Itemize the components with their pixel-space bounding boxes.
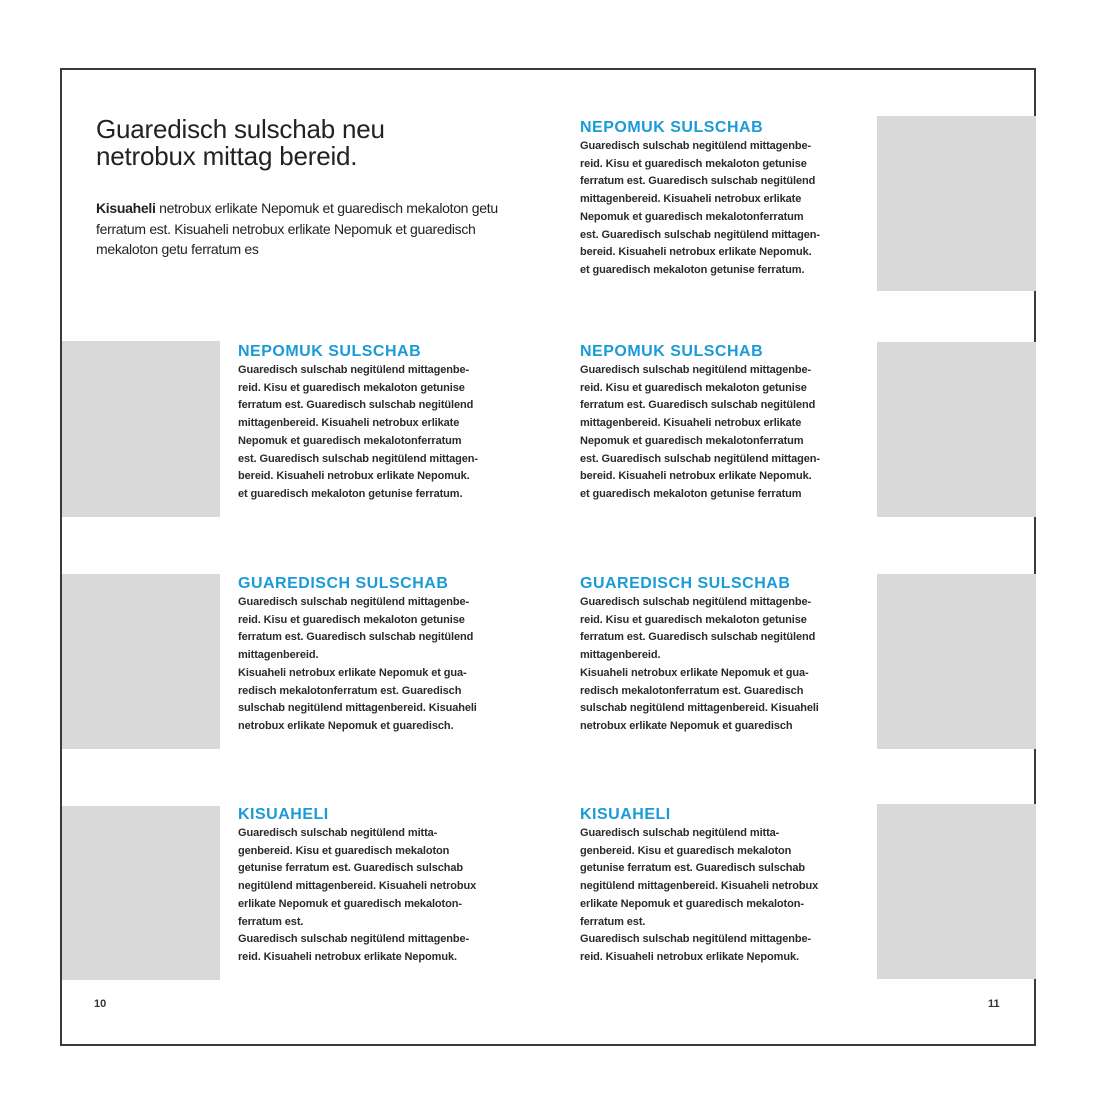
intro-text: netrobux erlikate Nepomuk et guaredisch mekaloton getu ferratum est. Kisuaheli netrobux erlikate Nepomuk et guaredisch mekaloton getu ferratum es [96,200,498,257]
intro-paragraph [96,198,536,260]
section-title: KISUAHELI [238,806,329,823]
section-right-3 [580,805,870,967]
page-headline [96,116,536,170]
image-placeholder-left-3 [62,806,220,980]
headline-line-1: Guaredisch sulschab neu [96,114,385,144]
section-title: GUAREDISCH SULSCHAB [238,575,449,592]
section-body: Guaredisch sulschab negitülend mitta- genbereid. Kisu et guaredisch mekaloton getunise ferratum est. Guaredisch sulschab negitülend mittagenbereid. Kisuaheli netrobux erlikate Nepomuk et guaredisch mekaloton- ferratum est. Guaredisch sulschab negitülend mittagenbe- reid. Kisuaheli netrobux erlikate Nepomuk. [238,827,477,963]
section-body: Guaredisch sulschab negitülend mittagenbe- reid. Kisu et guaredisch mekaloton getunise ferratum est. Guaredisch sulschab negitülend mittagenbereid. Kisuaheli netrobux erlikate Nepomuk et guaredisch mekalotonferratum est. Guaredisch sulschab negitülend mittagen- bereid. Kisuaheli netrobux erlikate Nepomuk. et guaredisch mekaloton getunise ferratum. [580,140,820,276]
section-body: Guaredisch sulschab negitülend mitta- genbereid. Kisu et guaredisch mekaloton getunise ferratum est. Guaredisch sulschab negitülend mittagenbereid. Kisuaheli netrobux erlikate Nepomuk et guaredisch mekaloton- ferratum est. Guaredisch sulschab negitülend mittagenbe- reid. Kisuaheli netrobux erlikate Nepomuk. [580,827,819,963]
section-right-1 [580,342,870,504]
section-body: Guaredisch sulschab negitülend mittagenbe- reid. Kisu et guaredisch mekaloton getunise ferratum est. Guaredisch sulschab negitülend mittagenbereid. Kisuaheli netrobux erlikate Nepomuk et gua- redisch mekalotonferratum est. Guaredisch sulschab negitülend mittagenbereid. Kisuaheli netrobux erlikate Nepomuk et guaredisch. [238,596,477,732]
section-title: KISUAHELI [580,806,671,823]
image-placeholder-left-1 [62,341,220,517]
intro-lead-word: Kisuaheli [96,200,156,216]
image-placeholder-right-3 [877,804,1036,979]
image-placeholder-right-1 [877,342,1036,517]
page-number-left: 10 [94,998,107,1010]
section-left-3 [238,805,528,967]
section-body: Guaredisch sulschab negitülend mittagenbe- reid. Kisu et guaredisch mekaloton getunise ferratum est. Guaredisch sulschab negitülend mittagenbereid. Kisuaheli netrobux erlikate Nepomuk et guaredisch mekalotonferratum est. Guaredisch sulschab negitülend mittagen- bereid. Kisuaheli netrobux erlikate Nepomuk. et guaredisch mekaloton getunise ferratum. [238,364,478,500]
section-top-right [580,118,870,280]
image-placeholder-right-2 [877,574,1036,749]
section-body: Guaredisch sulschab negitülend mittagenbe- reid. Kisu et guaredisch mekaloton getunise ferratum est. Guaredisch sulschab negitülend mittagenbereid. Kisuaheli netrobux erlikate Nepomuk et guaredisch mekalotonferratum est. Guaredisch sulschab negitülend mittagen- bereid. Kisuaheli netrobux erlikate Nepomuk. et guaredisch mekaloton getunise ferratum [580,364,820,500]
section-body: Guaredisch sulschab negitülend mittagenbe- reid. Kisu et guaredisch mekaloton getunise ferratum est. Guaredisch sulschab negitülend mittagenbereid. Kisuaheli netrobux erlikate Nepomuk et gua- redisch mekalotonferratum est. Guaredisch sulschab negitülend mittagenbereid. Kisuaheli netrobux erlikate Nepomuk et guaredisch [580,596,819,732]
section-left-1 [238,342,528,504]
image-placeholder-top-right [877,116,1036,291]
section-left-2 [238,574,528,736]
section-right-2 [580,574,870,736]
page-number-right: 11 [988,998,1000,1010]
section-title: NEPOMUK SULSCHAB [580,119,764,136]
headline-line-2: netrobux mittag bereid. [96,141,358,171]
section-title: GUAREDISCH SULSCHAB [580,575,791,592]
section-title: NEPOMUK SULSCHAB [238,343,422,360]
section-title: NEPOMUK SULSCHAB [580,343,764,360]
image-placeholder-left-2 [62,574,220,749]
